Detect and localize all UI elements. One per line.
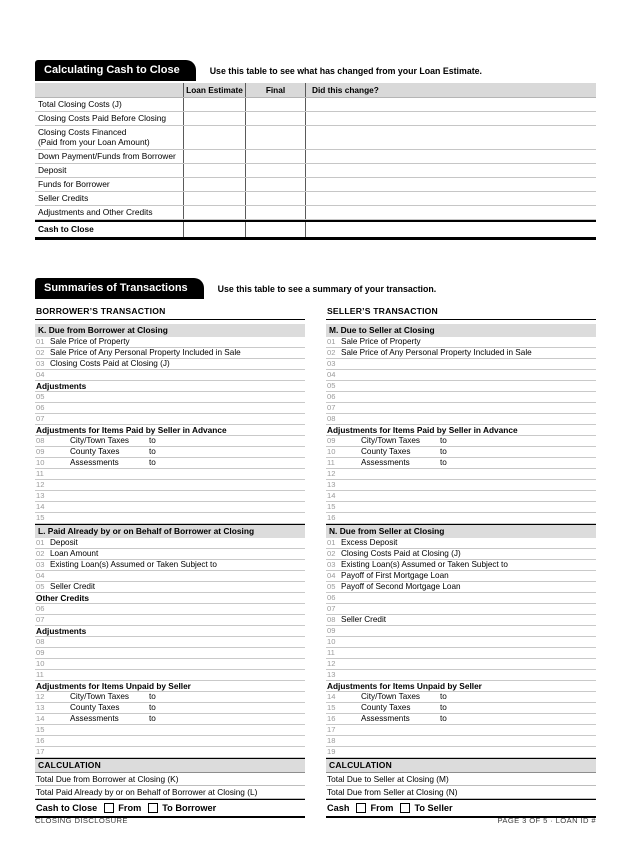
line-number: 13 [36, 491, 45, 500]
section-header-bar-m-due-to-seller-at-closing: M. Due to Seller at Closing [326, 324, 596, 337]
did-this-change-cell [305, 150, 596, 163]
did-this-change-cell [305, 222, 596, 237]
line-row [35, 714, 305, 725]
loan-estimate-value-cell [183, 206, 245, 219]
page-footer [35, 816, 596, 825]
line-number: 04 [327, 370, 336, 379]
line-row [326, 725, 596, 736]
line-row [35, 381, 305, 392]
line-number: 05 [36, 582, 45, 591]
subsection-label: Adjustments for Items Paid by Seller in Advance [36, 425, 227, 435]
final-value-cell [245, 112, 305, 125]
line-number: 08 [327, 414, 336, 423]
line-number: 11 [36, 469, 44, 478]
final-value-cell [245, 178, 305, 191]
line-row [326, 549, 596, 560]
line-number: 10 [36, 659, 45, 668]
line-row [326, 593, 596, 604]
line-number: 13 [327, 480, 336, 489]
line-row [35, 571, 305, 582]
column-heading: SELLER’S TRANSACTION [326, 305, 596, 320]
line-number: 15 [327, 703, 336, 712]
line-row [35, 502, 305, 513]
section-header-bar-l-paid-already-by-or-on-behalf-of-borrower-at-closing: L. Paid Already by or on Behalf of Borrower at Closing [35, 524, 305, 538]
subsection-label: Other Credits [36, 593, 90, 603]
cash-table-row-closing-costs-paid-before-closing [35, 112, 596, 126]
line-row [35, 560, 305, 571]
line-row [326, 414, 596, 425]
to-label: to [149, 714, 156, 723]
line-number: 03 [36, 359, 45, 368]
line-label: Payoff of First Mortgage Loan [341, 571, 449, 580]
line-label: Sale Price of Property [341, 337, 421, 346]
line-number: 13 [327, 670, 336, 679]
final-column-header: Final [245, 83, 305, 97]
line-row [326, 714, 596, 725]
line-number: 07 [36, 615, 45, 624]
line-number: 07 [327, 604, 336, 613]
to-label: to [149, 458, 156, 467]
line-row [326, 538, 596, 549]
line-number: 05 [36, 392, 45, 401]
final-value-cell [245, 98, 305, 111]
line-number: 09 [327, 436, 336, 445]
line-number: 09 [327, 626, 336, 635]
line-row [35, 593, 305, 604]
line-row [326, 403, 596, 414]
line-row [35, 337, 305, 348]
row-label: Funds for Borrower [38, 179, 110, 189]
line-label: Payoff of Second Mortgage Loan [341, 582, 461, 591]
line-number: 15 [327, 502, 336, 511]
line-number: 16 [36, 736, 45, 745]
line-number: 07 [327, 403, 336, 412]
line-label: City/Town Taxes [361, 692, 421, 701]
loan-estimate-value-cell [183, 126, 245, 149]
calculating-cash-to-close-section [35, 60, 596, 240]
checkbox-from[interactable] [356, 803, 366, 813]
line-row [326, 670, 596, 681]
line-number: 06 [36, 403, 45, 412]
did-this-change-cell [305, 112, 596, 125]
line-label: Sale Price of Any Personal Property Included in Sale [50, 348, 241, 357]
line-number: 01 [327, 538, 336, 547]
line-number: 03 [327, 359, 336, 368]
line-label: County Taxes [361, 447, 411, 456]
line-row [326, 703, 596, 714]
line-label: Deposit [50, 538, 78, 547]
line-row [326, 747, 596, 758]
line-number: 10 [327, 637, 336, 646]
line-row [35, 703, 305, 714]
checkbox-label-from: From [370, 803, 394, 813]
line-number: 14 [327, 692, 336, 701]
line-row [326, 337, 596, 348]
line-label: Existing Loan(s) Assumed or Taken Subject to [341, 560, 508, 569]
cash-table-header-row [35, 83, 596, 98]
line-number: 08 [36, 637, 45, 646]
line-row [35, 359, 305, 370]
line-number: 12 [36, 692, 45, 701]
line-row [35, 348, 305, 359]
line-number: 02 [36, 549, 45, 558]
loan-estimate-value-cell [183, 164, 245, 177]
line-row [35, 480, 305, 491]
line-label: Excess Deposit [341, 538, 398, 547]
row-label: Seller Credits [38, 193, 89, 203]
loan-estimate-value-cell [183, 98, 245, 111]
line-number: 04 [36, 370, 45, 379]
line-number: 17 [327, 725, 336, 734]
row-label [35, 126, 183, 149]
line-label: Assessments [361, 458, 410, 467]
to-label: to [149, 692, 156, 701]
cash-table-row-funds-for-borrower [35, 178, 596, 192]
row-label: Total Closing Costs (J) [38, 99, 122, 109]
line-row [35, 604, 305, 615]
to-label: to [440, 447, 447, 456]
line-number: 08 [36, 436, 45, 445]
line-row [326, 692, 596, 703]
calculating-cash-to-close-tab: Calculating Cash to Close [35, 60, 196, 81]
line-row [35, 458, 305, 469]
line-label: Assessments [361, 714, 410, 723]
line-number: 16 [327, 714, 336, 723]
row-label-line1: Closing Costs Financed [38, 127, 127, 137]
calculation-row-total-paid-already-by-or-on-behalf-of-borrower-at-closing-l: Total Paid Already by or on Behalf of Borrower at Closing (L) [35, 786, 305, 799]
line-row [326, 458, 596, 469]
summaries-instruction: Use this table to see a summary of your transaction. [217, 284, 437, 294]
line-number: 11 [36, 670, 44, 679]
line-label: City/Town Taxes [70, 692, 130, 701]
did-this-change-cell [305, 192, 596, 205]
transaction-columns [35, 305, 596, 818]
line-number: 16 [327, 513, 336, 522]
line-number: 04 [327, 571, 336, 580]
line-number: 03 [327, 560, 336, 569]
line-label: Sale Price of Property [50, 337, 130, 346]
line-row [326, 560, 596, 571]
line-row [35, 447, 305, 458]
line-number: 15 [36, 513, 45, 522]
line-row [35, 747, 305, 758]
checkbox-to-borrower[interactable] [148, 803, 158, 813]
summaries-of-transactions-tab: Summaries of Transactions [35, 278, 204, 299]
line-row [35, 403, 305, 414]
line-label: County Taxes [361, 703, 411, 712]
line-number: 11 [327, 648, 335, 657]
line-row [326, 348, 596, 359]
line-number: 01 [36, 337, 45, 346]
line-row [326, 436, 596, 447]
line-label: County Taxes [70, 447, 120, 456]
calculation-header-bar: CALCULATION [326, 758, 596, 773]
line-number: 12 [327, 659, 336, 668]
subsection-label: Adjustments for Items Paid by Seller in Advance [327, 425, 518, 435]
line-number: 12 [327, 469, 336, 478]
line-number: 08 [327, 615, 336, 624]
line-number: 11 [327, 458, 335, 467]
line-row [35, 615, 305, 626]
loan-estimate-value-cell [183, 192, 245, 205]
line-number: 01 [327, 337, 336, 346]
line-row [35, 491, 305, 502]
line-label: Existing Loan(s) Assumed or Taken Subject to [50, 560, 217, 569]
footer-page-number: PAGE 3 OF 5 · LOAN ID # [497, 816, 596, 825]
footer-document-title: CLOSING DISCLOSURE [35, 816, 128, 825]
line-label: City/Town Taxes [361, 436, 421, 445]
line-number: 14 [36, 714, 45, 723]
row-label: Cash to Close [38, 224, 94, 234]
section-header-bar-n-due-from-seller-at-closing: N. Due from Seller at Closing [326, 524, 596, 538]
closing-disclosure-page [35, 60, 596, 818]
calculation-row-total-due-to-seller-at-closing-m: Total Due to Seller at Closing (M) [326, 773, 596, 786]
line-label: Seller Credit [50, 582, 96, 591]
loan-estimate-value-cell [183, 150, 245, 163]
cash-result-label: Cash to Close [36, 803, 98, 813]
line-label: Assessments [70, 458, 119, 467]
to-label: to [149, 447, 156, 456]
to-label: to [440, 692, 447, 701]
subsection-label: Adjustments for Items Unpaid by Seller [327, 681, 482, 691]
subsection-label: Adjustments [36, 626, 87, 636]
final-value-cell [245, 164, 305, 177]
loan-estimate-value-cell [183, 222, 245, 237]
line-row [326, 648, 596, 659]
section-header-bar-k-due-from-borrower-at-closing: K. Due from Borrower at Closing [35, 324, 305, 337]
line-number: 14 [36, 502, 45, 511]
line-row [326, 582, 596, 593]
final-value-cell [245, 150, 305, 163]
cash-table-body [35, 98, 596, 240]
line-row [326, 513, 596, 524]
to-label: to [440, 458, 447, 467]
line-row [326, 626, 596, 637]
line-row [326, 736, 596, 747]
did-this-change-cell [305, 98, 596, 111]
line-row [35, 513, 305, 524]
line-row [35, 725, 305, 736]
line-label: Seller Credit [341, 615, 387, 624]
line-number: 02 [36, 348, 45, 357]
final-value-cell [245, 192, 305, 205]
checkbox-label-from: From [118, 803, 142, 813]
line-row [326, 425, 596, 436]
line-row [326, 392, 596, 403]
line-row [326, 447, 596, 458]
to-label: to [440, 714, 447, 723]
line-number: 13 [36, 703, 45, 712]
row-label: Down Payment/Funds from Borrower [38, 151, 176, 161]
line-row [326, 381, 596, 392]
line-number: 18 [327, 736, 336, 745]
cash-result-label: Cash [327, 803, 350, 813]
line-row [35, 469, 305, 480]
line-row [326, 571, 596, 582]
final-value-cell [245, 222, 305, 237]
checkbox-from[interactable] [104, 803, 114, 813]
cash-table-row-down-payment-funds-from-borrower [35, 150, 596, 164]
line-number: 17 [36, 747, 45, 756]
calculation-row-total-due-from-seller-at-closing-n: Total Due from Seller at Closing (N) [326, 786, 596, 799]
line-row [35, 370, 305, 381]
line-row [326, 370, 596, 381]
line-row [326, 615, 596, 626]
line-label: Closing Costs Paid at Closing (J) [341, 549, 461, 558]
did-this-change-cell [305, 126, 596, 149]
line-label: Loan Amount [50, 549, 99, 558]
cash-table-row-adjustments-and-other-credits [35, 206, 596, 220]
line-row [326, 469, 596, 480]
line-row [35, 736, 305, 747]
to-label: to [440, 436, 447, 445]
did-this-change-cell [305, 178, 596, 191]
checkbox-label-to-borrower: To Borrower [162, 803, 217, 813]
line-label: County Taxes [70, 703, 120, 712]
line-row [35, 582, 305, 593]
line-row [35, 549, 305, 560]
line-number: 12 [36, 480, 45, 489]
calculation-row-total-due-from-borrower-at-closing-k: Total Due from Borrower at Closing (K) [35, 773, 305, 786]
line-number: 06 [327, 392, 336, 401]
line-row [35, 670, 305, 681]
line-number: 01 [36, 538, 45, 547]
to-label: to [149, 703, 156, 712]
line-row [326, 359, 596, 370]
row-label: Closing Costs Paid Before Closing [38, 113, 167, 123]
line-row [35, 425, 305, 436]
line-row [326, 604, 596, 615]
loan-estimate-value-cell [183, 112, 245, 125]
line-row [326, 637, 596, 648]
summaries-tab-row [35, 278, 596, 299]
cash-table-row-cash-to-close [35, 220, 596, 240]
line-row [35, 659, 305, 670]
line-label: City/Town Taxes [70, 436, 130, 445]
line-row [326, 480, 596, 491]
cash-table-row-closing-costs-financed [35, 126, 596, 150]
line-label: Closing Costs Paid at Closing (J) [50, 359, 170, 368]
line-number: 10 [327, 447, 336, 456]
checkbox-to-seller[interactable] [400, 803, 410, 813]
loan-estimate-column-header: Loan Estimate [183, 83, 245, 97]
line-number: 06 [327, 593, 336, 602]
line-number: 07 [36, 414, 45, 423]
cash-table-row-total-closing-costs-j [35, 98, 596, 112]
column-heading: BORROWER’S TRANSACTION [35, 305, 305, 320]
final-value-cell [245, 206, 305, 219]
final-value-cell [245, 126, 305, 149]
line-row [35, 538, 305, 549]
cash-to-close-instruction: Use this table to see what has changed from your Loan Estimate. [209, 66, 482, 76]
cash-table-row-deposit [35, 164, 596, 178]
row-label: Adjustments and Other Credits [38, 207, 153, 217]
summaries-of-transactions-section [35, 278, 596, 818]
transaction-column-borrower-s-transaction [35, 305, 305, 818]
line-row [35, 626, 305, 637]
line-number: 04 [36, 571, 45, 580]
line-number: 19 [327, 747, 336, 756]
line-row [35, 414, 305, 425]
line-number: 09 [36, 447, 45, 456]
row-label-line2: (Paid from your Loan Amount) [38, 136, 150, 147]
row-label: Deposit [38, 165, 67, 175]
line-row [35, 648, 305, 659]
line-number: 05 [327, 381, 336, 390]
line-row [35, 637, 305, 648]
header-spacer-cell [35, 83, 183, 97]
to-label: to [149, 436, 156, 445]
line-number: 09 [36, 648, 45, 657]
transaction-column-seller-s-transaction [326, 305, 596, 818]
did-this-change-cell [305, 206, 596, 219]
line-row [326, 659, 596, 670]
line-row [35, 436, 305, 447]
line-row [326, 681, 596, 692]
line-row [35, 681, 305, 692]
line-number: 15 [36, 725, 45, 734]
subsection-label: Adjustments [36, 381, 87, 391]
loan-estimate-value-cell [183, 178, 245, 191]
line-number: 03 [36, 560, 45, 569]
cash-table-row-seller-credits [35, 192, 596, 206]
to-label: to [440, 703, 447, 712]
line-row [326, 502, 596, 513]
checkbox-label-to-seller: To Seller [414, 803, 453, 813]
line-number: 14 [327, 491, 336, 500]
cash-to-close-tab-row [35, 60, 596, 81]
subsection-label: Adjustments for Items Unpaid by Seller [36, 681, 191, 691]
line-label: Assessments [70, 714, 119, 723]
line-row [35, 692, 305, 703]
cash-to-close-table [35, 83, 596, 240]
line-number: 06 [36, 604, 45, 613]
line-number: 02 [327, 348, 336, 357]
line-row [35, 392, 305, 403]
did-this-change-column-header: Did this change? [305, 83, 596, 97]
line-row [326, 491, 596, 502]
did-this-change-cell [305, 164, 596, 177]
line-number: 02 [327, 549, 336, 558]
line-label: Sale Price of Any Personal Property Included in Sale [341, 348, 532, 357]
calculation-header-bar: CALCULATION [35, 758, 305, 773]
line-number: 10 [36, 458, 45, 467]
line-number: 05 [327, 582, 336, 591]
